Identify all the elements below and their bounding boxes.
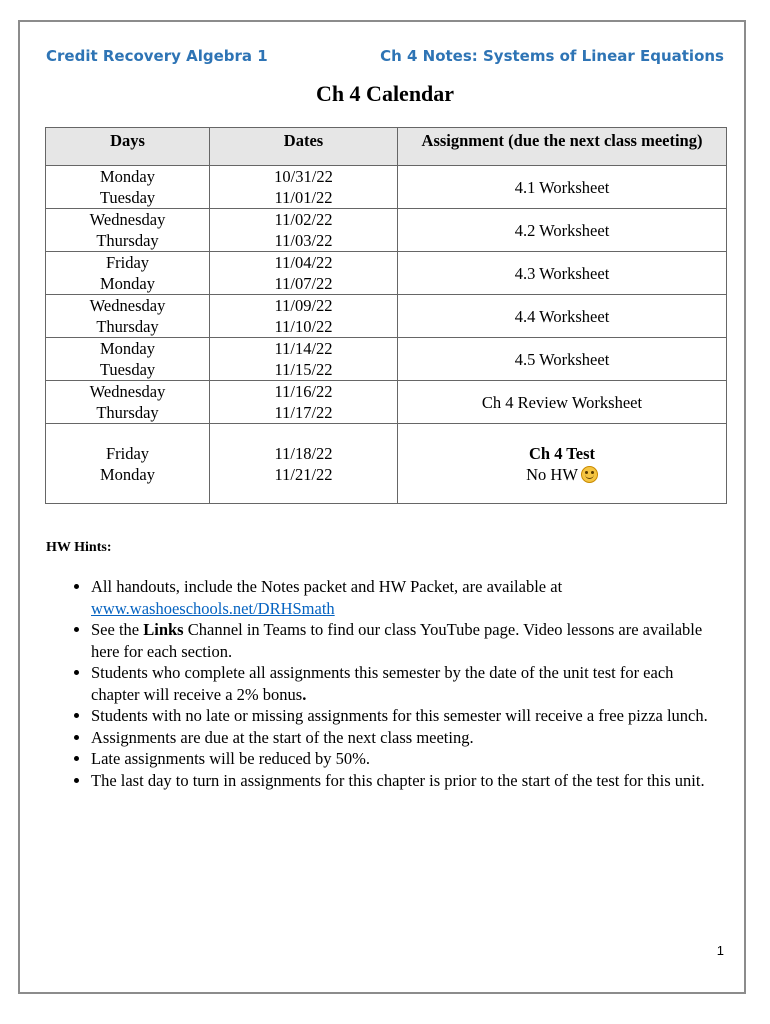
hint-text: The last day to turn in assignments for this chapter is prior to the start of the test for this unit. bbox=[91, 770, 705, 790]
no-hw-label: No HW bbox=[526, 464, 578, 484]
date: 10/31/22 bbox=[274, 167, 333, 186]
day: Monday bbox=[100, 464, 155, 484]
list-item bbox=[91, 705, 726, 727]
list-item bbox=[91, 662, 726, 705]
test-label: Ch 4 Test bbox=[528, 443, 596, 463]
assignment-cell: 4.4 Worksheet bbox=[398, 295, 727, 338]
assignment-cell: 4.3 Worksheet bbox=[398, 252, 727, 295]
days-cell bbox=[46, 166, 210, 209]
day: Monday bbox=[100, 167, 155, 186]
date: 11/10/22 bbox=[274, 317, 333, 336]
day: Thursday bbox=[96, 317, 159, 336]
page-number: 1 bbox=[716, 943, 724, 958]
date: 11/02/22 bbox=[274, 210, 333, 229]
days-cell bbox=[46, 424, 210, 504]
chapter-title: Ch 4 Notes: Systems of Linear Equations bbox=[380, 47, 724, 65]
hint-text: Channel in Teams to find our class YouTube page. Video lessons are available here for each section. bbox=[91, 620, 703, 661]
assignment-cell bbox=[398, 424, 727, 504]
header-assignment: Assignment (due the next class meeting) bbox=[398, 128, 727, 166]
calendar-table bbox=[45, 127, 727, 504]
table-row bbox=[46, 295, 727, 338]
day: Wednesday bbox=[89, 210, 166, 229]
day: Thursday bbox=[96, 231, 159, 250]
days-cell bbox=[46, 381, 210, 424]
header-dates: Dates bbox=[210, 128, 398, 166]
table-row bbox=[46, 424, 727, 504]
date: 11/07/22 bbox=[274, 274, 333, 293]
day: Wednesday bbox=[89, 296, 166, 315]
hint-text: Assignments are due at the start of the next class meeting. bbox=[91, 727, 474, 747]
list-item bbox=[91, 619, 726, 662]
day: Wednesday bbox=[89, 382, 166, 401]
table-row bbox=[46, 338, 727, 381]
hint-text: Students with no late or missing assignments for this semester will receive a free pizza lunch. bbox=[91, 706, 708, 725]
day: Friday bbox=[105, 253, 150, 272]
dates-cell bbox=[210, 166, 398, 209]
hints-list bbox=[46, 576, 726, 791]
bonus-period: . bbox=[302, 684, 307, 704]
date: 11/14/22 bbox=[274, 339, 333, 358]
dates-cell bbox=[210, 209, 398, 252]
day: Monday bbox=[100, 274, 155, 293]
dates-cell bbox=[210, 338, 398, 381]
list-item bbox=[91, 748, 726, 770]
assignment-cell: Ch 4 Review Worksheet bbox=[398, 381, 727, 424]
hint-text: Students who complete all assignments this semester by the date of the unit test for each chapter will receive a 2% bonus bbox=[91, 663, 674, 704]
date: 11/04/22 bbox=[274, 253, 333, 272]
date: 11/15/22 bbox=[274, 360, 333, 379]
table-row bbox=[46, 166, 727, 209]
hints-title: HW Hints: bbox=[46, 540, 112, 555]
table-row bbox=[46, 209, 727, 252]
days-cell bbox=[46, 338, 210, 381]
day: Monday bbox=[100, 339, 155, 358]
assignment-cell: 4.5 Worksheet bbox=[398, 338, 727, 381]
day: Friday bbox=[105, 443, 150, 463]
days-cell bbox=[46, 252, 210, 295]
dates-cell bbox=[210, 295, 398, 338]
date: 11/16/22 bbox=[274, 382, 333, 401]
page-title: Ch 4 Calendar bbox=[315, 81, 455, 106]
hint-text: See the bbox=[91, 620, 144, 639]
date: 11/01/22 bbox=[274, 188, 333, 207]
days-cell bbox=[46, 209, 210, 252]
math-website-link[interactable]: www.washoeschools.net/DRHSmath bbox=[91, 598, 335, 618]
hint-text: Late assignments will be reduced by 50%. bbox=[91, 749, 371, 768]
day: Tuesday bbox=[99, 188, 156, 207]
assignment-cell: 4.2 Worksheet bbox=[398, 209, 727, 252]
date: 11/18/22 bbox=[274, 443, 333, 463]
table-row bbox=[46, 381, 727, 424]
table-row bbox=[46, 252, 727, 295]
day: Tuesday bbox=[99, 360, 156, 379]
date: 11/21/22 bbox=[274, 464, 333, 484]
days-cell bbox=[46, 295, 210, 338]
table-header-row bbox=[46, 128, 727, 166]
dates-cell bbox=[210, 381, 398, 424]
dates-cell bbox=[210, 424, 398, 504]
smiley-icon bbox=[581, 466, 598, 483]
course-title: Credit Recovery Algebra 1 bbox=[46, 47, 268, 65]
list-item bbox=[91, 770, 726, 792]
hint-text: All handouts, include the Notes packet and HW Packet, are available at bbox=[91, 577, 563, 596]
list-item bbox=[91, 576, 726, 619]
day: Thursday bbox=[96, 403, 159, 422]
list-item bbox=[91, 727, 726, 749]
date: 11/09/22 bbox=[274, 296, 333, 315]
header-days: Days bbox=[46, 128, 210, 166]
date: 11/03/22 bbox=[274, 231, 333, 250]
links-bold: Links bbox=[143, 620, 184, 639]
date: 11/17/22 bbox=[274, 403, 333, 422]
assignment-cell: 4.1 Worksheet bbox=[398, 166, 727, 209]
dates-cell bbox=[210, 252, 398, 295]
